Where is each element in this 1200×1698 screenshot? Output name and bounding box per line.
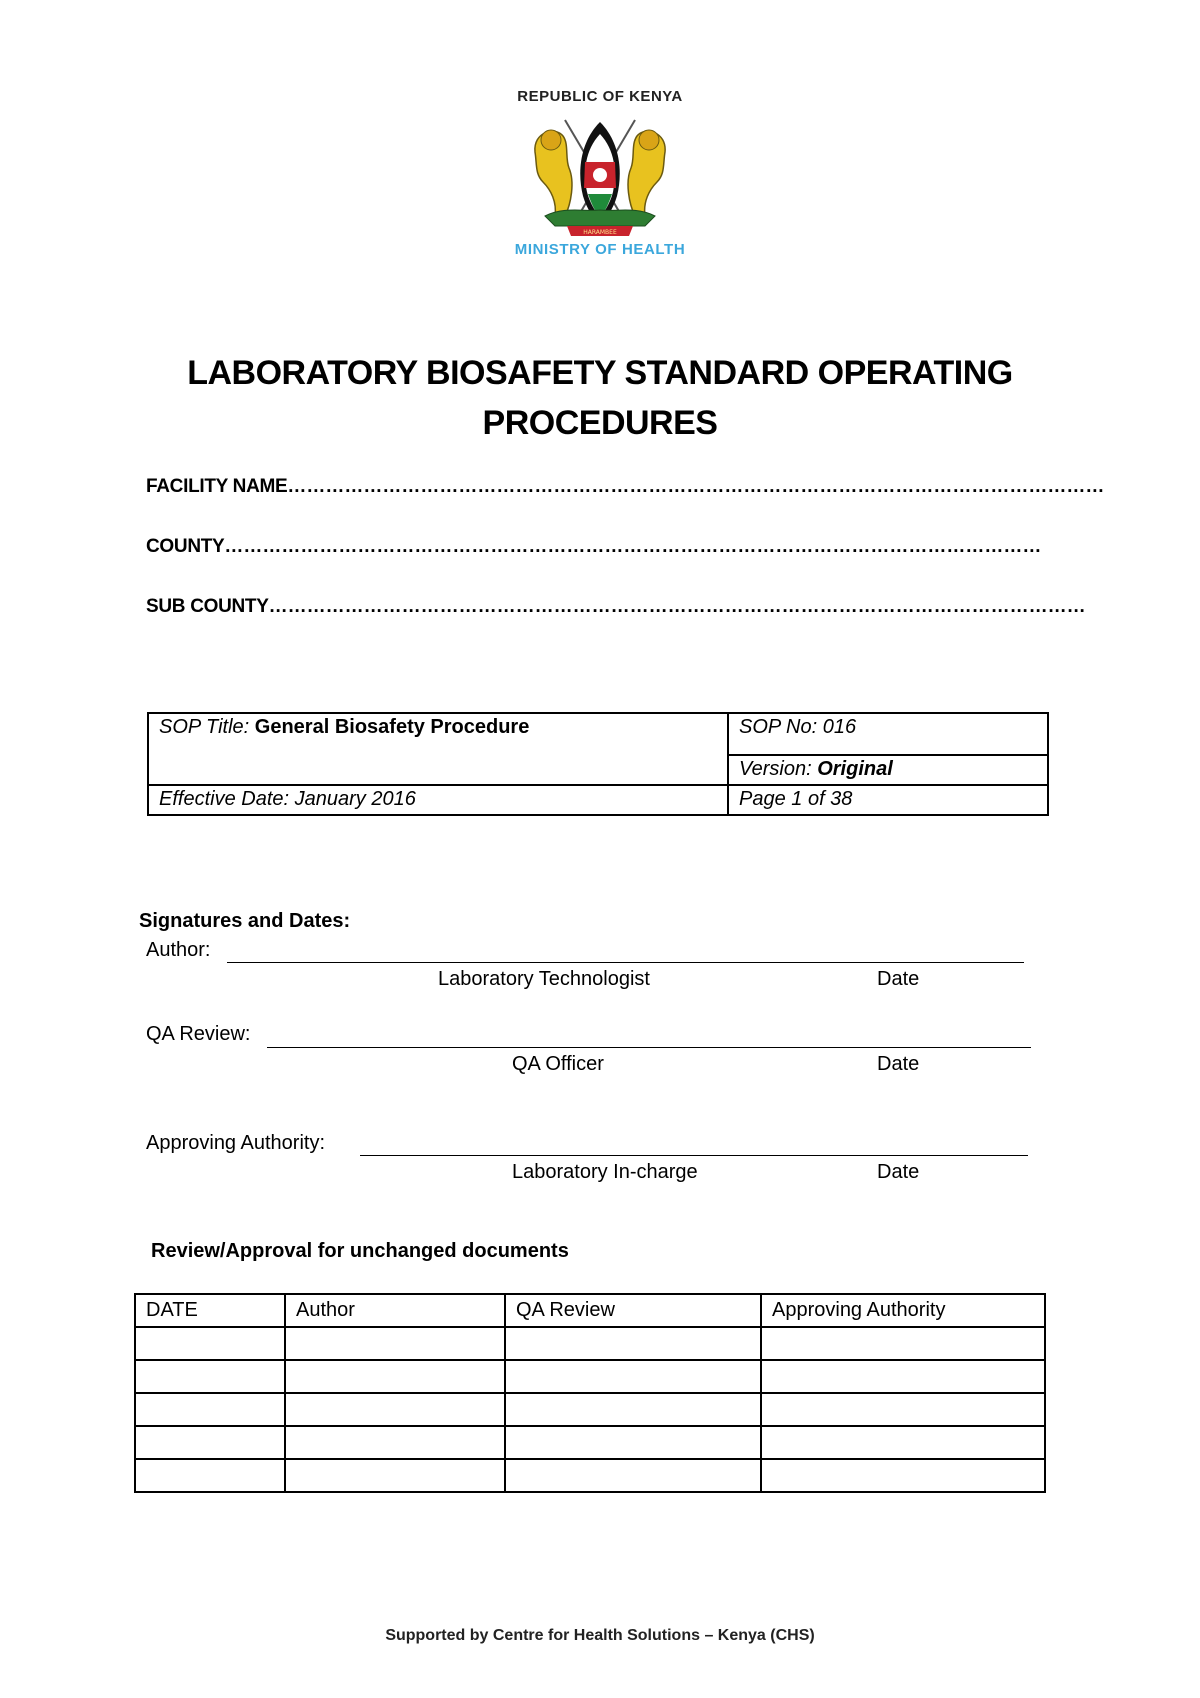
document-title-line-1: LABORATORY BIOSAFETY STANDARD OPERATING: [187, 354, 1013, 392]
document-title: [100, 348, 1100, 448]
document-title-line-2: PROCEDURES: [482, 404, 718, 442]
ministry-of-health-label: MINISTRY OF HEALTH: [514, 241, 686, 258]
table-cell[interactable]: [285, 1327, 505, 1360]
review-table-header-row: [135, 1294, 1045, 1327]
county-label: COUNTY: [146, 536, 225, 557]
table-cell[interactable]: [135, 1360, 285, 1393]
approving-authority-label: Approving Authority:: [146, 1132, 325, 1154]
approving-role: Laboratory In-charge: [512, 1161, 698, 1183]
emblem-motto: HARAMBEE: [583, 229, 617, 236]
sop-info-table: [147, 712, 1049, 816]
table-row: [135, 1360, 1045, 1393]
table-cell[interactable]: [505, 1327, 761, 1360]
column-header-author: Author: [285, 1294, 505, 1327]
author-date-label: Date: [877, 968, 920, 990]
table-row: [135, 1327, 1045, 1360]
table-cell[interactable]: [761, 1426, 1045, 1459]
column-header-date: DATE: [135, 1294, 285, 1327]
sop-title-label: SOP Title:: [159, 716, 250, 738]
approving-date-label: Date: [877, 1161, 920, 1183]
table-cell[interactable]: [761, 1327, 1045, 1360]
qa-review-label: QA Review:: [146, 1023, 251, 1045]
table-cell[interactable]: [135, 1459, 285, 1492]
sub-county-label: SUB COUNTY: [146, 596, 269, 617]
table-cell[interactable]: [505, 1459, 761, 1492]
qa-date-label: Date: [877, 1053, 920, 1075]
county-dots: …………………………………………………………………………………………………………………: [224, 536, 1042, 557]
sop-number: SOP No: 016: [728, 713, 1048, 755]
county-field[interactable]: [146, 536, 1041, 558]
sop-effective-date: Effective Date: January 2016: [148, 785, 728, 815]
table-cell[interactable]: [135, 1327, 285, 1360]
sub-county-dots: …………………………………………………………………………………………………………………: [268, 596, 1086, 617]
republic-of-kenya-label: REPUBLIC OF KENYA: [517, 88, 683, 105]
sop-version-cell: [728, 755, 1048, 785]
column-header-qa-review: QA Review: [505, 1294, 761, 1327]
sop-version-label: Version:: [739, 758, 812, 780]
sop-title-cell: [148, 713, 728, 785]
facility-name-dots: …………………………………………………………………………………………………………………: [287, 476, 1105, 497]
table-cell[interactable]: [285, 1360, 505, 1393]
table-row: [135, 1459, 1045, 1492]
table-cell[interactable]: [505, 1393, 761, 1426]
table-cell[interactable]: [285, 1426, 505, 1459]
review-approval-table: [134, 1293, 1046, 1493]
qa-review-signature-line[interactable]: [267, 1047, 1031, 1048]
sop-page-number: Page 1 of 38: [728, 785, 1048, 815]
table-cell[interactable]: [505, 1360, 761, 1393]
table-cell[interactable]: [285, 1459, 505, 1492]
table-cell[interactable]: [761, 1459, 1045, 1492]
footer-supported-by: Supported by Centre for Health Solutions – Kenya (CHS): [385, 1627, 815, 1644]
sub-county-field[interactable]: [146, 596, 1086, 618]
kenya-coat-of-arms-emblem: [525, 112, 675, 242]
table-row: [135, 1426, 1045, 1459]
review-approval-heading: Review/Approval for unchanged documents: [151, 1240, 569, 1262]
column-header-approving-authority: Approving Authority: [761, 1294, 1045, 1327]
sop-title-value: General Biosafety Procedure: [254, 716, 530, 738]
facility-name-field[interactable]: [146, 476, 1104, 498]
table-cell[interactable]: [135, 1426, 285, 1459]
author-label: Author:: [146, 939, 211, 961]
table-cell[interactable]: [761, 1393, 1045, 1426]
author-signature-line[interactable]: [227, 962, 1024, 963]
sop-version-value: Original: [817, 758, 893, 780]
qa-role: QA Officer: [512, 1053, 604, 1075]
signatures-heading: Signatures and Dates:: [139, 910, 351, 932]
table-cell[interactable]: [761, 1360, 1045, 1393]
table-cell[interactable]: [135, 1393, 285, 1426]
facility-name-label: FACILITY NAME: [146, 476, 288, 497]
table-cell[interactable]: [285, 1393, 505, 1426]
table-cell[interactable]: [505, 1426, 761, 1459]
table-row: [135, 1393, 1045, 1426]
approving-authority-signature-line[interactable]: [360, 1155, 1028, 1156]
author-role: Laboratory Technologist: [438, 968, 650, 990]
